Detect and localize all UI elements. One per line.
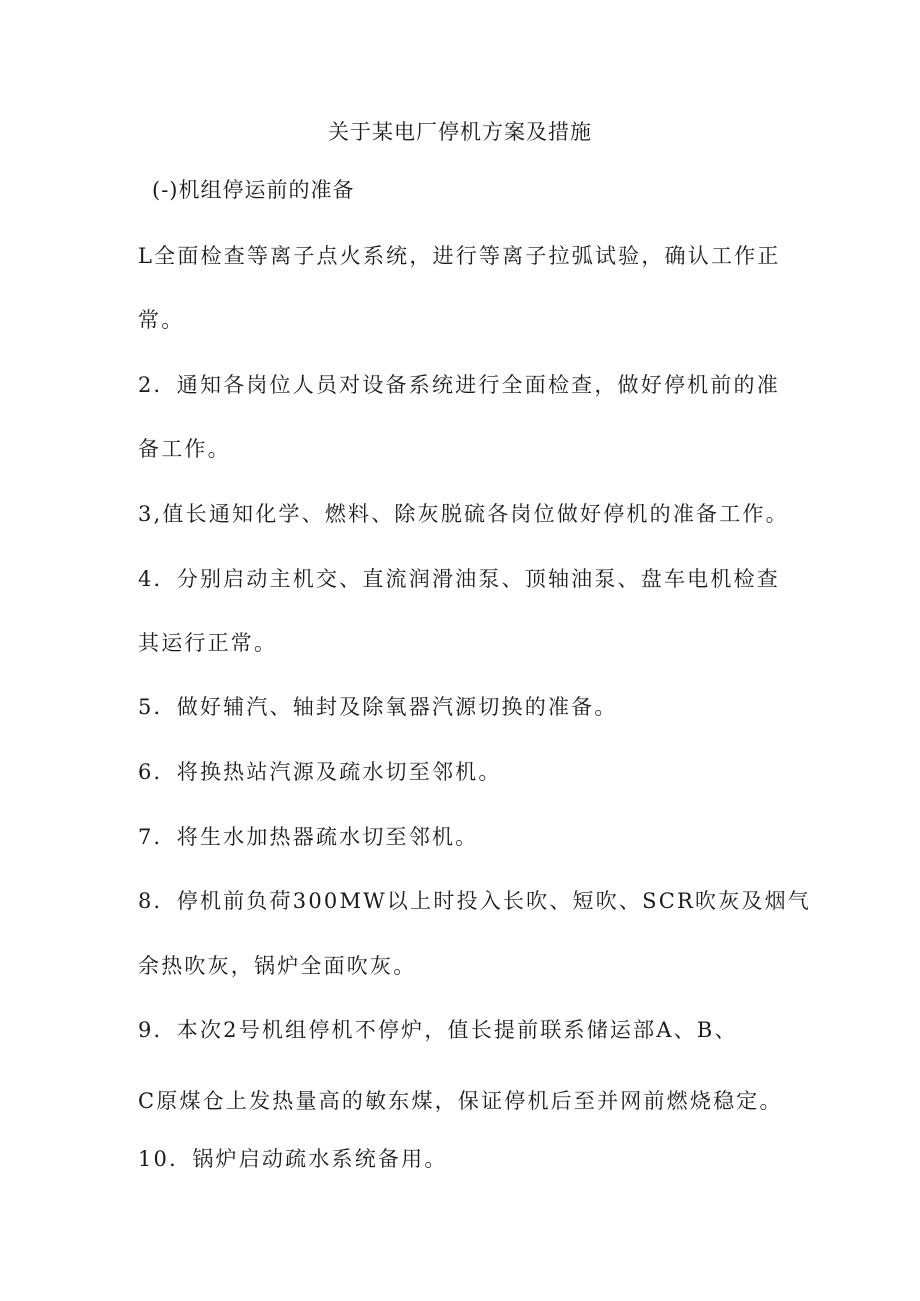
text-line-4: 备工作。 <box>138 437 231 461</box>
text-line-1: L全面检查等离子点火系统，进行等离子拉弧试验，确认工作正 <box>138 244 781 268</box>
text-line-7: 其运行正常。 <box>138 631 278 655</box>
text-line-8: 5．做好辅汽、轴封及除氧器汽源切换的准备。 <box>138 695 618 719</box>
document-title: 关于某电厂停机方案及措施 <box>328 120 592 144</box>
text-line-13: 9．本次2号机组停机不停炉，值长提前联系储运部A、B、 <box>138 1018 738 1042</box>
section-heading: (-)机组停运前的准备 <box>152 178 355 202</box>
text-line-5: 3,值长通知化学、燃料、除灰脱硫各岗位做好停机的准备工作。 <box>138 502 789 526</box>
text-line-14: C原煤仓上发热量高的敏东煤，保证停机后至并网前燃烧稳定。 <box>138 1089 783 1113</box>
text-line-2: 常。 <box>138 308 185 332</box>
text-line-6: 4．分别启动主机交、直流润滑油泵、顶轴油泵、盘车电机检查 <box>138 567 780 591</box>
text-line-9: 6．将换热站汽源及疏水切至邻机。 <box>138 760 502 784</box>
text-line-10: 7．将生水加热器疏水切至邻机。 <box>138 825 479 849</box>
text-line-12: 余热吹灰，锅炉全面吹灰。 <box>138 954 417 978</box>
text-line-15: 10．锅炉启动疏水系统备用。 <box>138 1147 448 1171</box>
text-line-3: 2．通知各岗位人员对设备系统进行全面检查，做好停机前的准 <box>138 373 780 397</box>
text-line-11: 8．停机前负荷300MW以上时投入长吹、短吹、SCR吹灰及烟气 <box>138 889 811 913</box>
